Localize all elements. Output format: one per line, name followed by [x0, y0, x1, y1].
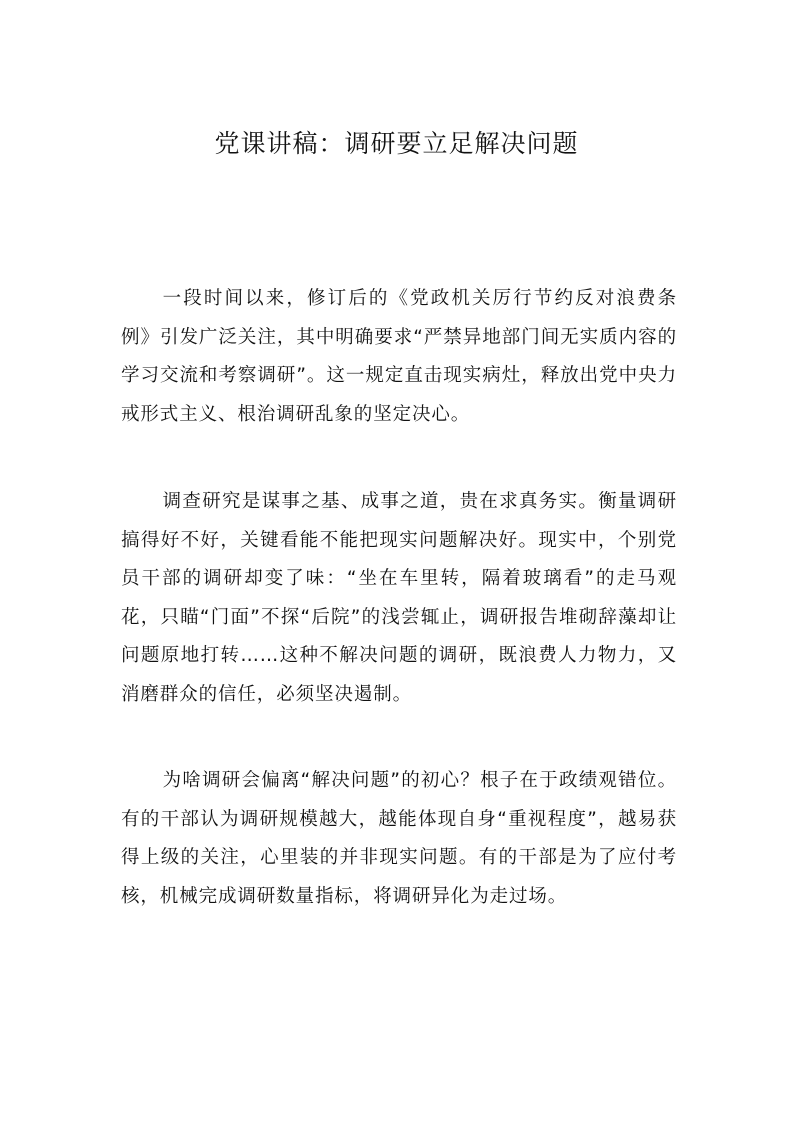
paragraph-2: 调查研究是谋事之基、成事之道，贵在求真务实。衡量调研搞得好不好，关键看能不能把现实问题解决好。现实中，个别党员干部的调研却变了味：“坐在车里转，隔着玻璃看”的走马观花，只瞄“门面”不探“后院”的浅尝辄止，调研报告堆砌辞藻却让问题原地打转……这种不解决问题的调研，既浪费人力物力，又消磨群众的信任，必须坚决遏制。	[121, 491, 677, 705]
document-title: 党课讲稿：调研要立足解决问题	[214, 129, 579, 158]
paragraph-3: 为啥调研会偏离“解决问题”的初心？根子在于政绩观错位。有的干部认为调研规模越大，越能体现自身“重视程度”，越易获得上级的关注，心里装的并非现实问题。有的干部是为了应付考核，机械完成调研数量指标，将调研异化为走过场。	[121, 770, 677, 907]
paragraph-1: 一段时间以来，修订后的《党政机关厉行节约反对浪费条例》引发广泛关注，其中明确要求“严禁异地部门间无实质内容的学习交流和考察调研”。这一规定直击现实病灶，释放出党中央力戒形式主义、根治调研乱象的坚定决心。	[121, 288, 677, 425]
